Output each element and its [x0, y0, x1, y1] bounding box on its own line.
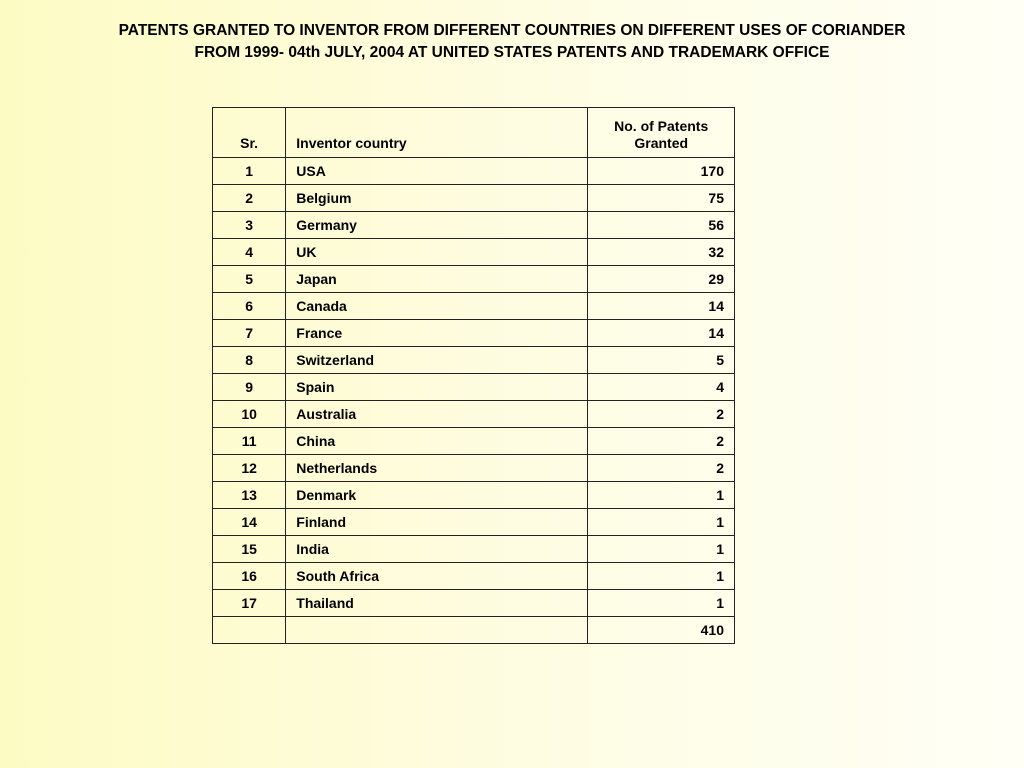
cell-sr: [213, 617, 286, 644]
cell-patents-granted: 4: [588, 374, 735, 401]
cell-sr: 7: [213, 320, 286, 347]
cell-patents-granted: 2: [588, 455, 735, 482]
cell-patents-granted: 14: [588, 320, 735, 347]
cell-patents-granted: 1: [588, 536, 735, 563]
page-title: [0, 20, 1024, 64]
cell-patents-granted: 2: [588, 401, 735, 428]
cell-sr: 2: [213, 185, 286, 212]
cell-inventor-country: USA: [286, 158, 588, 185]
cell-patents-granted: 1: [588, 590, 735, 617]
cell-sr: 15: [213, 536, 286, 563]
table-row: [213, 455, 735, 482]
table-row: [213, 563, 735, 590]
table-row: [213, 320, 735, 347]
cell-sr: 17: [213, 590, 286, 617]
table-row: [213, 428, 735, 455]
cell-inventor-country: Spain: [286, 374, 588, 401]
table-row: [213, 374, 735, 401]
cell-inventor-country: Netherlands: [286, 455, 588, 482]
table-header-row: [213, 108, 735, 158]
cell-inventor-country: Switzerland: [286, 347, 588, 374]
cell-inventor-country: Australia: [286, 401, 588, 428]
table-row: [213, 482, 735, 509]
cell-inventor-country: Japan: [286, 266, 588, 293]
table-row: [213, 347, 735, 374]
cell-inventor-country: Finland: [286, 509, 588, 536]
header-inventor-country: Inventor country: [286, 108, 588, 158]
table-body: [213, 158, 735, 644]
cell-patents-granted: 75: [588, 185, 735, 212]
cell-inventor-country: Germany: [286, 212, 588, 239]
table-row: [213, 590, 735, 617]
cell-patents-granted: 14: [588, 293, 735, 320]
cell-patents-granted: 5: [588, 347, 735, 374]
table-row: [213, 185, 735, 212]
cell-inventor-country: China: [286, 428, 588, 455]
cell-sr: 5: [213, 266, 286, 293]
cell-inventor-country: South Africa: [286, 563, 588, 590]
header-sr: Sr.: [213, 108, 286, 158]
cell-inventor-country: Thailand: [286, 590, 588, 617]
cell-patents-granted: 29: [588, 266, 735, 293]
table-row: [213, 536, 735, 563]
cell-patents-granted: 410: [588, 617, 735, 644]
cell-patents-granted: 1: [588, 509, 735, 536]
cell-inventor-country: UK: [286, 239, 588, 266]
table-row: [213, 401, 735, 428]
title-line-1: PATENTS GRANTED TO INVENTOR FROM DIFFERENT COUNTRIES ON DIFFERENT USES OF CORIANDER: [118, 22, 906, 39]
cell-patents-granted: 32: [588, 239, 735, 266]
cell-inventor-country: India: [286, 536, 588, 563]
header-patents-granted: No. of Patents Granted: [588, 108, 735, 158]
table-row: [213, 212, 735, 239]
cell-sr: 16: [213, 563, 286, 590]
table-row: [213, 266, 735, 293]
cell-sr: 14: [213, 509, 286, 536]
table-row: [213, 509, 735, 536]
cell-patents-granted: 1: [588, 482, 735, 509]
table-row: [213, 158, 735, 185]
cell-sr: 11: [213, 428, 286, 455]
table-total-row: [213, 617, 735, 644]
cell-sr: 4: [213, 239, 286, 266]
table-row: [213, 293, 735, 320]
cell-patents-granted: 1: [588, 563, 735, 590]
cell-sr: 9: [213, 374, 286, 401]
cell-patents-granted: 56: [588, 212, 735, 239]
cell-sr: 3: [213, 212, 286, 239]
cell-inventor-country: Denmark: [286, 482, 588, 509]
table-row: [213, 239, 735, 266]
cell-sr: 13: [213, 482, 286, 509]
cell-inventor-country: Belgium: [286, 185, 588, 212]
cell-sr: 10: [213, 401, 286, 428]
patents-table: [212, 107, 735, 644]
cell-inventor-country: France: [286, 320, 588, 347]
cell-sr: 12: [213, 455, 286, 482]
cell-sr: 8: [213, 347, 286, 374]
cell-inventor-country: [286, 617, 588, 644]
cell-sr: 1: [213, 158, 286, 185]
cell-sr: 6: [213, 293, 286, 320]
title-line-2: FROM 1999- 04th JULY, 2004 AT UNITED STATES PATENTS AND TRADEMARK OFFICE: [194, 44, 830, 61]
cell-patents-granted: 2: [588, 428, 735, 455]
cell-patents-granted: 170: [588, 158, 735, 185]
cell-inventor-country: Canada: [286, 293, 588, 320]
